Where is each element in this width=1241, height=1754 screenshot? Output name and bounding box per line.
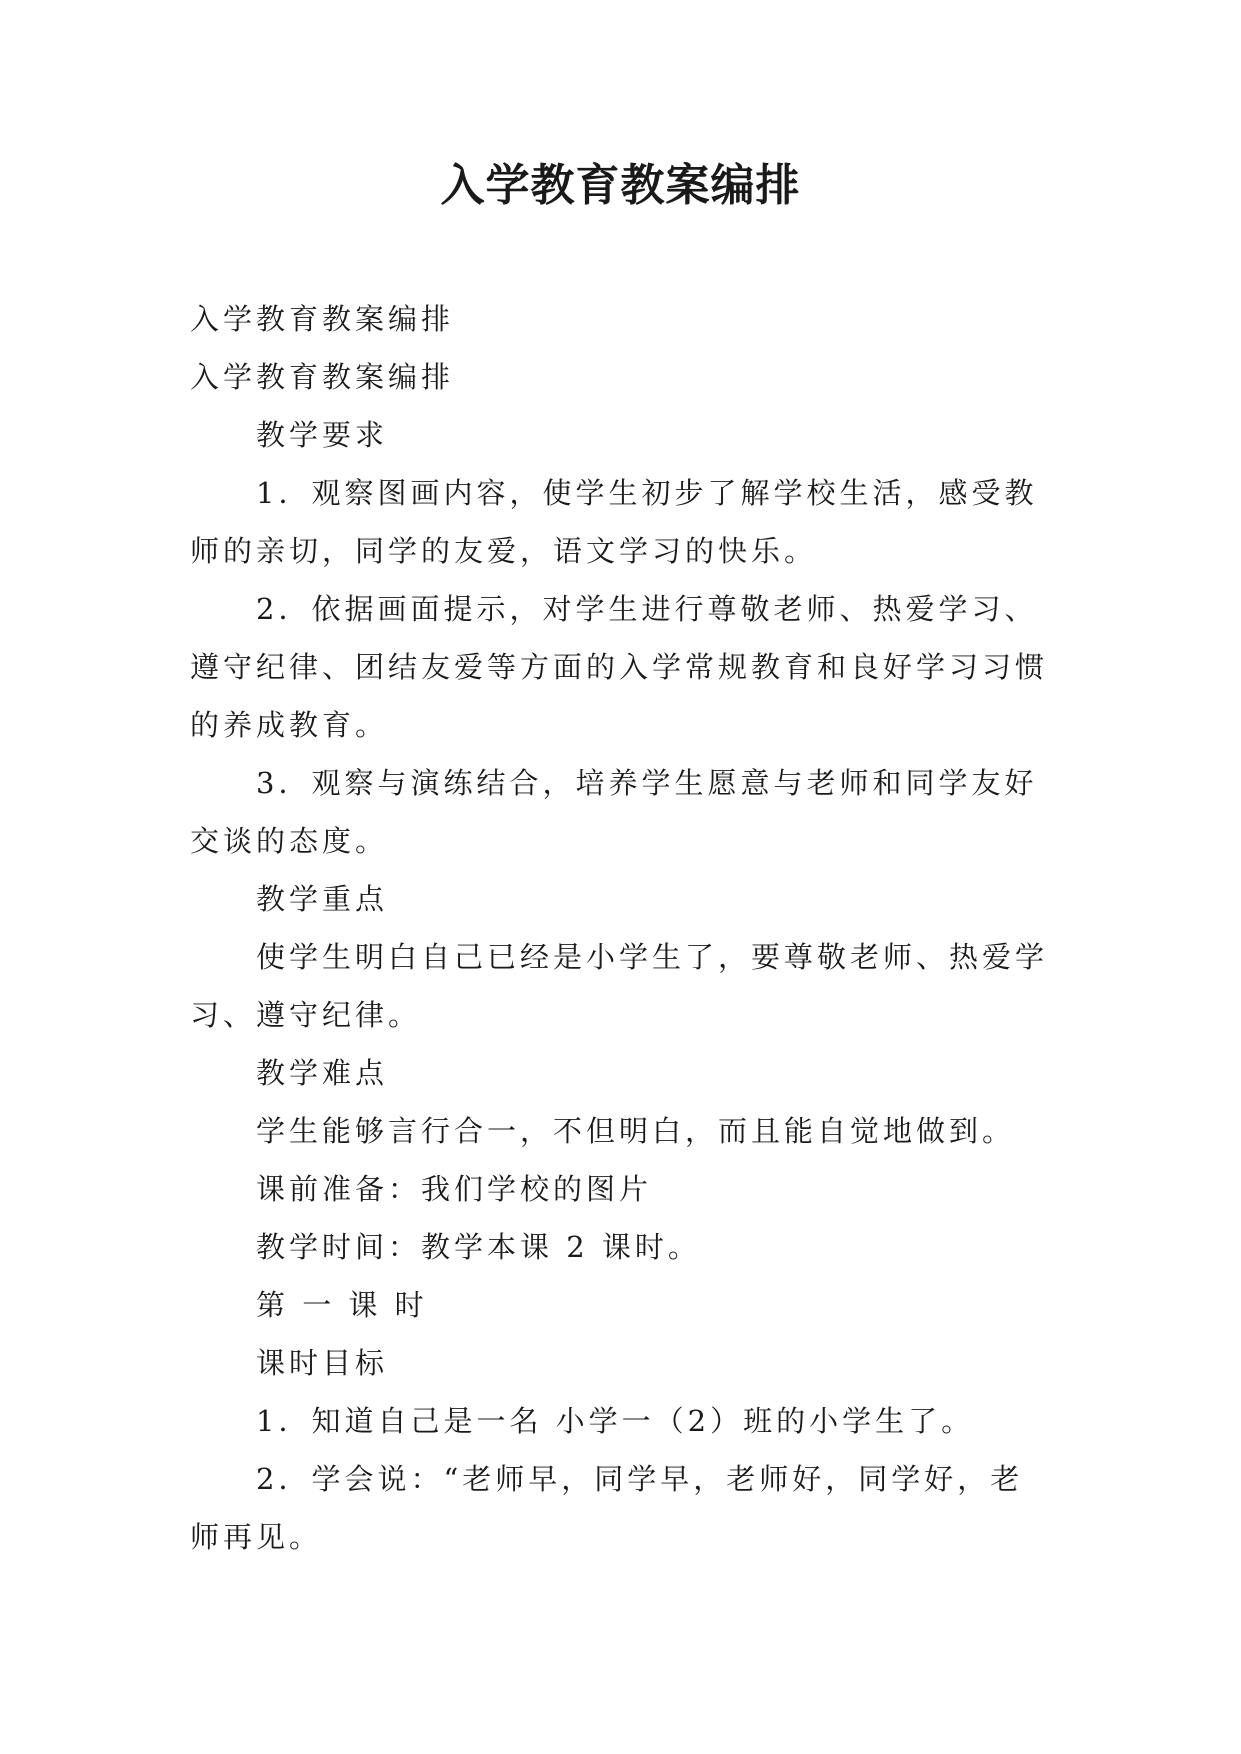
requirement-item-3: 3．观察与演练结合，培养学生愿意与老师和同学友好交谈的态度。	[190, 766, 1038, 858]
paragraph-heading-1: 入学教育教案编排	[190, 302, 455, 336]
paragraph-heading-2: 入学教育教案编排	[190, 360, 455, 394]
key-points-text: 使学生明白自己已经是小学生了，要尊敬老师、热爱学习、遵守纪律。	[190, 940, 1049, 1032]
preparation-text: 课前准备：我们学校的图片	[256, 1172, 653, 1206]
section-teaching-requirements: 教学要求	[256, 418, 389, 452]
difficulties-text: 学生能够言行合一，不但明白，而且能自觉地做到。	[256, 1114, 1016, 1148]
document-title: 入学教育教案编排	[440, 160, 801, 211]
goal-item-2: 2．学会说：“老师早，同学早，老师好，同学好，老师再见。	[190, 1462, 1024, 1554]
lesson-one-heading: 第 一 课 时	[256, 1288, 428, 1322]
section-lesson-goals: 课时目标	[256, 1346, 389, 1380]
document-body	[190, 290, 1050, 1566]
section-key-points: 教学重点	[256, 882, 389, 916]
section-difficulties: 教学难点	[256, 1056, 389, 1090]
goal-item-1: 1．知道自己是一名 小学一（2）班的小学生了。	[256, 1404, 975, 1438]
requirement-item-1: 1．观察图画内容，使学生初步了解学校生活，感受教师的亲切，同学的友爱，语文学习的快乐。	[190, 476, 1038, 568]
teaching-time-text: 教学时间：教学本课 2 课时。	[256, 1230, 701, 1264]
requirement-item-2: 2．依据画面提示，对学生进行尊敬老师、热爱学习、遵守纪律、团结友爱等方面的入学常规教育和良好学习习惯的养成教育。	[190, 592, 1049, 742]
